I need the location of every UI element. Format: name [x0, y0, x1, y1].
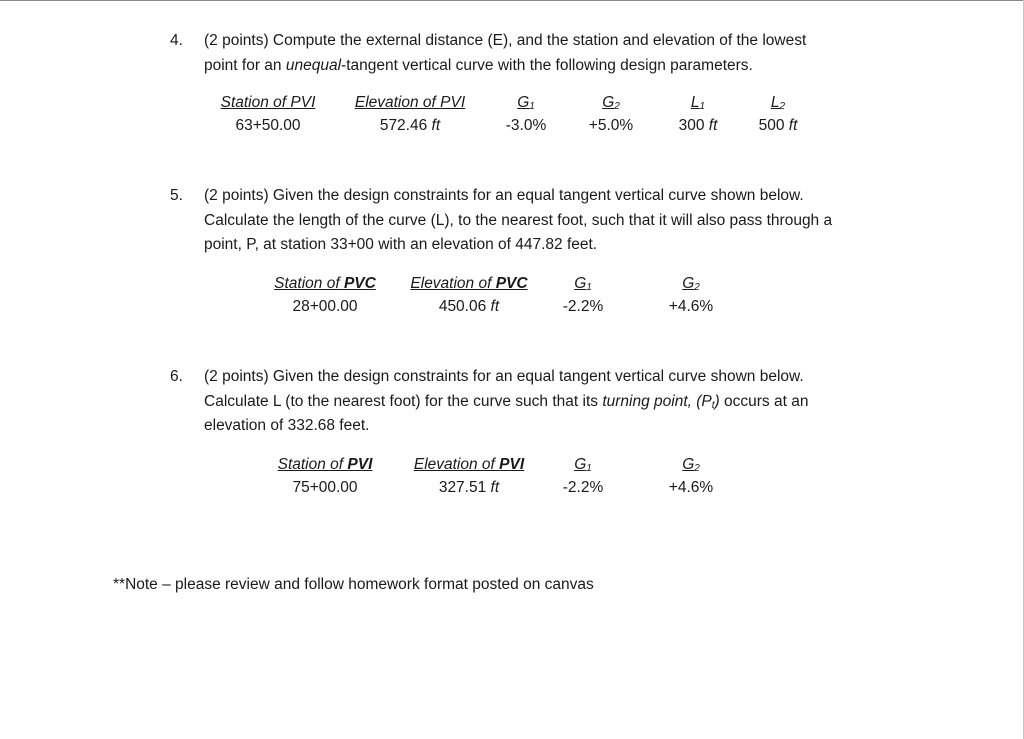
value-elevation: 450.06 ft: [438, 298, 500, 315]
value-g2: +4.6%: [668, 298, 714, 315]
homework-note: **Note – please review and follow homework format posted on canvas: [113, 576, 594, 593]
header-station-of-pvi: Station of PVI: [220, 94, 316, 111]
question-text-line2: point for an unequal-tangent vertical curve with the following design parameters.: [204, 56, 753, 74]
header-station-of-pvc: Station of PVC: [274, 275, 376, 292]
header-g1: $G_1$: [574, 456, 592, 474]
q6-table-header: [0, 455, 1024, 475]
question-5: [170, 184, 930, 258]
value-g1: -3.0%: [505, 117, 547, 134]
header-g2: $G_2$: [682, 456, 700, 474]
value-station: 63+50.00: [235, 117, 301, 134]
question-text-line1: (2 points) Compute the external distance (E), and the station and elevation of the lowest: [204, 32, 807, 49]
question-number: 4.: [170, 32, 183, 49]
value-g2: +5.0%: [588, 117, 634, 134]
question-text-line3: point, P, at station 33+00 with an elevation of 447.82 feet.: [204, 236, 598, 253]
value-elevation: 572.46 ft: [379, 117, 441, 134]
q5-table-values: [0, 297, 1024, 317]
question-number: 6.: [170, 368, 183, 385]
value-station: 75+00.00: [292, 479, 358, 496]
value-station: 28+00.00: [292, 298, 358, 315]
q4-table-values: [0, 116, 1024, 136]
value-g1: -2.2%: [562, 479, 604, 496]
header-station-of-pvi: Station of PVI: [277, 456, 373, 473]
header-g1: $G_1$: [574, 275, 592, 293]
question-text-line2: Calculate L (to the nearest foot) for the curve such that its turning point, $(P_t)$ occurs at an: [204, 392, 809, 411]
question-text-line1: (2 points) Given the design constraints for an equal tangent vertical curve shown below.: [204, 368, 804, 385]
header-g2: $G_2$: [602, 94, 620, 112]
value-g2: +4.6%: [668, 479, 714, 496]
q6-table-values: [0, 478, 1024, 498]
value-l1: 300 ft: [678, 117, 718, 134]
header-g2: $G_2$: [682, 275, 700, 293]
question-text-line2: Calculate the length of the curve (L), to the nearest foot, such that it will also pass through a: [204, 211, 833, 229]
value-g1: -2.2%: [562, 298, 604, 315]
header-g1: $G_1$: [517, 94, 535, 112]
header-l2: $L_2$: [770, 94, 786, 112]
question-4: [170, 29, 930, 79]
q4-table-header: [0, 93, 1024, 113]
value-l2: 500 ft: [758, 117, 798, 134]
q5-table-header: [0, 274, 1024, 294]
question-6: [170, 365, 930, 439]
header-l1: $L_1$: [690, 94, 706, 112]
header-elevation-of-pvc: Elevation of PVC: [410, 275, 528, 292]
header-elevation-of-pvi: Elevation of PVI: [354, 94, 466, 111]
top-border-line: [0, 0, 1024, 1]
question-number: 5.: [170, 187, 183, 204]
question-text-line1: (2 points) Given the design constraints for an equal tangent vertical curve shown below.: [204, 187, 804, 204]
header-elevation-of-pvi: Elevation of PVI: [413, 456, 525, 473]
question-text-line3: elevation of 332.68 feet.: [204, 417, 370, 434]
value-elevation: 327.51 ft: [438, 479, 500, 496]
